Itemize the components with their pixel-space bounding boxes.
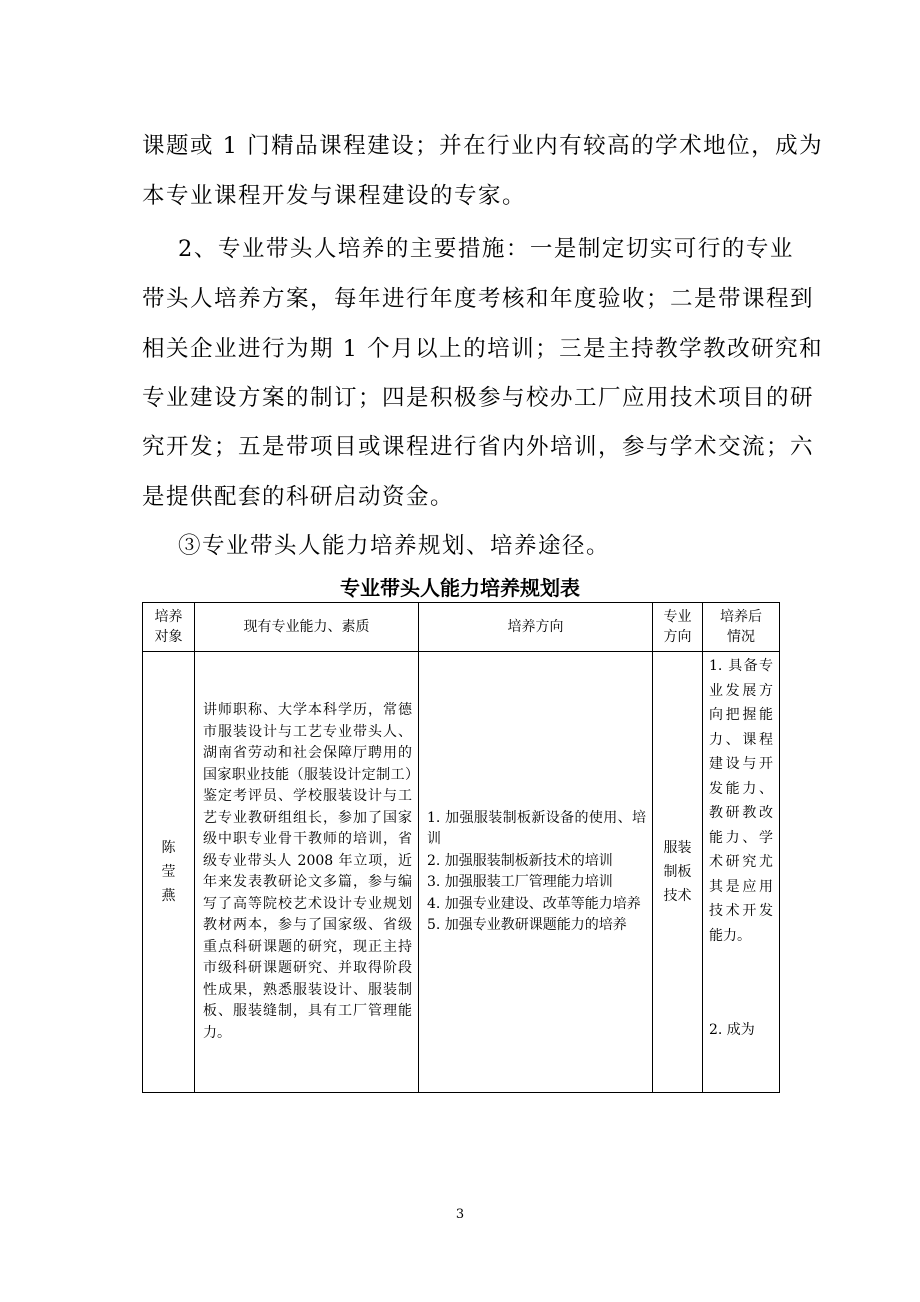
directions-list [419,808,652,937]
list-item: 4. 加强专业建设、改革等能力培养 [427,895,641,912]
cell-directions [419,652,653,1093]
header-target: 培养对象 [143,603,195,652]
paragraph-line: 相关企业进行为期 1 个月以上的培训；三是主持教学教改研究和 [142,336,824,362]
paragraph-line: 带头人培养方案，每年进行年度考核和年度验收；二是带课程到 [142,286,815,312]
cell-target: 陈莹燕 [143,652,195,1093]
cell-major: 服装制板技术 [653,652,703,1093]
paragraph-line: ③专业带头人能力培养规划、培养途径。 [178,533,611,559]
table-title: 专业带头人能力培养规划表 [340,576,580,600]
paragraph-line: 本专业课程开发与课程建设的专家。 [142,183,527,209]
training-plan-table [142,602,780,1093]
paragraph-line: 专业建设方案的制订；四是积极参与校办工厂应用技术项目的研 [142,385,815,411]
list-item: 5. 加强专业教研课题能力的培养 [427,917,627,933]
list-item: 2. 加强服装制板新技术的培训 [427,852,613,869]
page-number: 3 [455,1207,465,1222]
list-item: 3. 加强服装工厂管理能力培训 [427,874,613,890]
cell-outcome: 1. 具备专业发展方向把握能力、课程建设与开发能力、教研教改能力、学术研究尤其是应用技术开发能力。 2. 成为 [703,652,780,1093]
header-ability: 现有专业能力、素质 [195,603,419,652]
paragraph-line: 究开发；五是带项目或课程进行省内外培训，参与学术交流；六 [142,434,815,460]
paragraph-line: 课题或 1 门精品课程建设；并在行业内有较高的学术地位，成为 [142,133,824,159]
cell-ability: 讲师职称、大学本科学历，常德市服装设计与工艺专业带头人、湖南省劳动和社会保障厅聘用的国家职业技能（服装设计定制工）鉴定考评员、学校服装设计与工艺专业教研组组长，参加了国家级中职专业骨干教师的培训，省级专业带头人 2008 年立项，近年来发表教研论文多篇，参与编写了高等院校艺术设计专业规划教材两本，参与了国家级、省级重点科研课题的研究，现正主持市级科研课题研究、并取得阶段性成果，熟悉服装设计、服装制板、服装缝制，具有工厂管理能力。 [195,652,419,1093]
paragraph-line: 是提供配套的科研启动资金。 [142,484,455,510]
paragraph-line: 2、专业带头人培养的主要措施：一是制定切实可行的专业 [178,236,794,262]
header-direction: 培养方向 [419,603,653,652]
list-item: 1. 加强服装制板新设备的使用、培训 [427,809,646,847]
header-outcome: 培养后情况 [703,603,780,652]
header-major: 专业方向 [653,603,703,652]
